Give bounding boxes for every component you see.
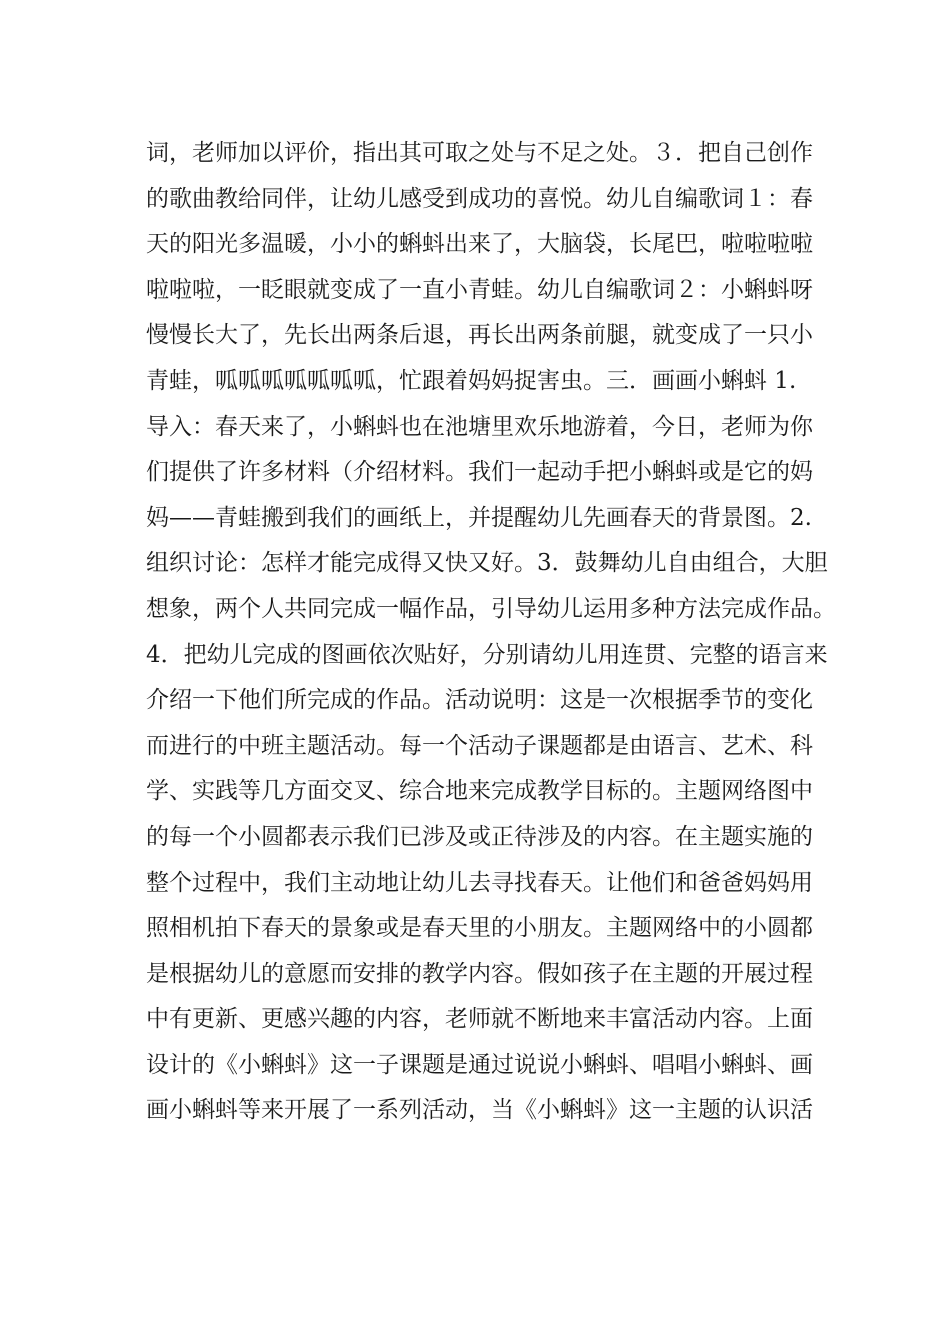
text-line: 学、实践等几方面交叉、综合地来完成教学目标的。主题网络图中	[146, 778, 813, 805]
text-line: 想象，两个人共同完成一幅作品，引导幼儿运用多种方法完成作品。	[146, 595, 836, 622]
text-line: 天的阳光多温暖，小小的蝌蚪出来了，大脑袋，长尾巴，啦啦啦啦	[146, 231, 813, 258]
text-line: 青蛙，呱呱呱呱呱呱呱，忙跟着妈妈捉害虫。三．画画小蝌蚪 1.	[146, 367, 797, 394]
text-line: 而进行的中班主题活动。每一个活动子课题都是由语言、艺术、科	[146, 732, 813, 759]
body-text	[146, 131, 846, 1134]
text-line: 组织讨论：怎样才能完成得又快又好。3．鼓舞幼儿自由组合，大胆	[146, 550, 828, 577]
text-line: 们提供了许多材料（介绍材料。我们一起动手把小蝌蚪或是它的妈	[146, 459, 813, 486]
text-line: 照相机拍下春天的景象或是春天里的小朋友。主题网络中的小圆都	[146, 915, 813, 942]
text-line: 啦啦啦，一眨眼就变成了一直小青蛙。幼儿自编歌词２：小蝌蚪呀	[146, 276, 813, 303]
text-line: 是根据幼儿的意愿而安排的教学内容。假如孩子在主题的开展过程	[146, 960, 813, 987]
text-line: 妈——青蛙搬到我们的画纸上，并提醒幼儿先画春天的背景图。2.	[146, 504, 812, 531]
text-line: 导入：春天来了，小蝌蚪也在池塘里欢乐地游着，今日，老师为你	[146, 413, 813, 440]
text-line: 整个过程中，我们主动地让幼儿去寻找春天。让他们和爸爸妈妈用	[146, 869, 813, 896]
text-line: 4．把幼儿完成的图画依次贴好，分别请幼儿用连贯、完整的语言来	[146, 641, 828, 668]
text-line: 的歌曲教给同伴，让幼儿感受到成功的喜悦。幼儿自编歌词１：春	[146, 185, 813, 212]
text-line: 介绍一下他们所完成的作品。活动说明：这是一次根据季节的变化	[146, 687, 813, 714]
text-line: 的每一个小圆都表示我们已涉及或正待涉及的内容。在主题实施的	[146, 823, 813, 850]
text-line: 中有更新、更感兴趣的内容，老师就不断地来丰富活动内容。上面	[146, 1006, 813, 1033]
text-line: 慢慢长大了，先长出两条后退，再长出两条前腿，就变成了一只小	[146, 322, 813, 349]
text-line: 设计的《小蝌蚪》这一子课题是通过说说小蝌蚪、唱唱小蝌蚪、画	[146, 1051, 813, 1078]
text-line: 画小蝌蚪等来开展了一系列活动，当《小蝌蚪》这一主题的认识活	[146, 1097, 813, 1124]
text-line: 词，老师加以评价，指出其可取之处与不足之处。３．把自己创作	[146, 140, 813, 166]
